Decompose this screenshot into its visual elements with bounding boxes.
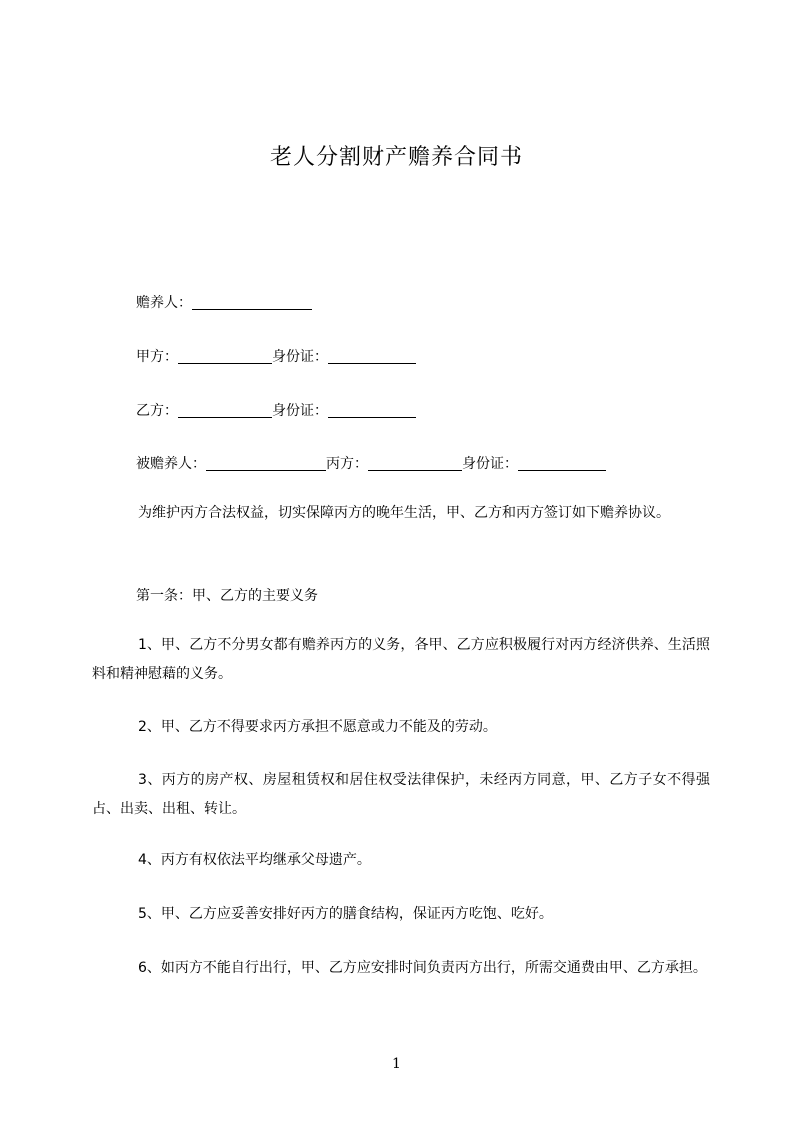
supported-label: 被赡养人： [136, 456, 206, 472]
clause-4: 4、丙方有权依法平均继承父母遗产。 [138, 852, 371, 868]
supporter-blank [192, 295, 312, 310]
party-a-id-blank [328, 349, 416, 364]
party-a-line [136, 346, 416, 366]
party-c-blank [368, 456, 462, 471]
party-a-label: 甲方： [136, 349, 178, 365]
party-a-blank [178, 349, 272, 364]
clause-6: 6、如丙方不能自行出行，甲、乙方应安排时间负责丙方出行，所需交通费由甲、乙方承担。 [138, 960, 707, 976]
party-c-label: 丙方： [326, 456, 368, 472]
party-c-id-label: 身份证： [462, 456, 518, 472]
supported-blank [206, 456, 326, 471]
intro-paragraph: 为维护丙方合法权益，切实保障丙方的晚年生活，甲、乙方和丙方签订如下赡养协议。 [138, 505, 670, 521]
clause-1: 1、甲、乙方不分男女都有赡养丙方的义务，各甲、乙方应积极履行对丙方经济供养、生活照料和精神慰藉的义务。 [92, 637, 710, 682]
party-b-id-blank [328, 403, 416, 418]
party-a-id-label: 身份证： [272, 349, 328, 365]
party-c-id-blank [518, 456, 606, 471]
clause-2: 2、甲、乙方不得要求丙方承担不愿意或力不能及的劳动。 [138, 719, 497, 735]
supported-line [136, 453, 606, 473]
page-number: 1 [392, 1056, 401, 1072]
clause-5: 5、甲、乙方应妥善安排好丙方的膳食结构，保证丙方吃饱、吃好。 [138, 906, 553, 922]
supporter-label: 赡养人： [136, 295, 192, 311]
party-b-id-label: 身份证： [272, 403, 328, 419]
clause-3: 3、丙方的房产权、房屋租赁权和居住权受法律保护，未经丙方同意，甲、乙方子女不得强占、出卖、出租、转让。 [92, 772, 710, 817]
party-b-label: 乙方： [136, 403, 178, 419]
supporter-line [136, 292, 312, 312]
article-1-title: 第一条：甲、乙方的主要义务 [136, 588, 318, 604]
party-b-blank [178, 403, 272, 418]
document-title: 老人分割财产赡养合同书 [269, 145, 523, 170]
party-b-line [136, 400, 416, 420]
